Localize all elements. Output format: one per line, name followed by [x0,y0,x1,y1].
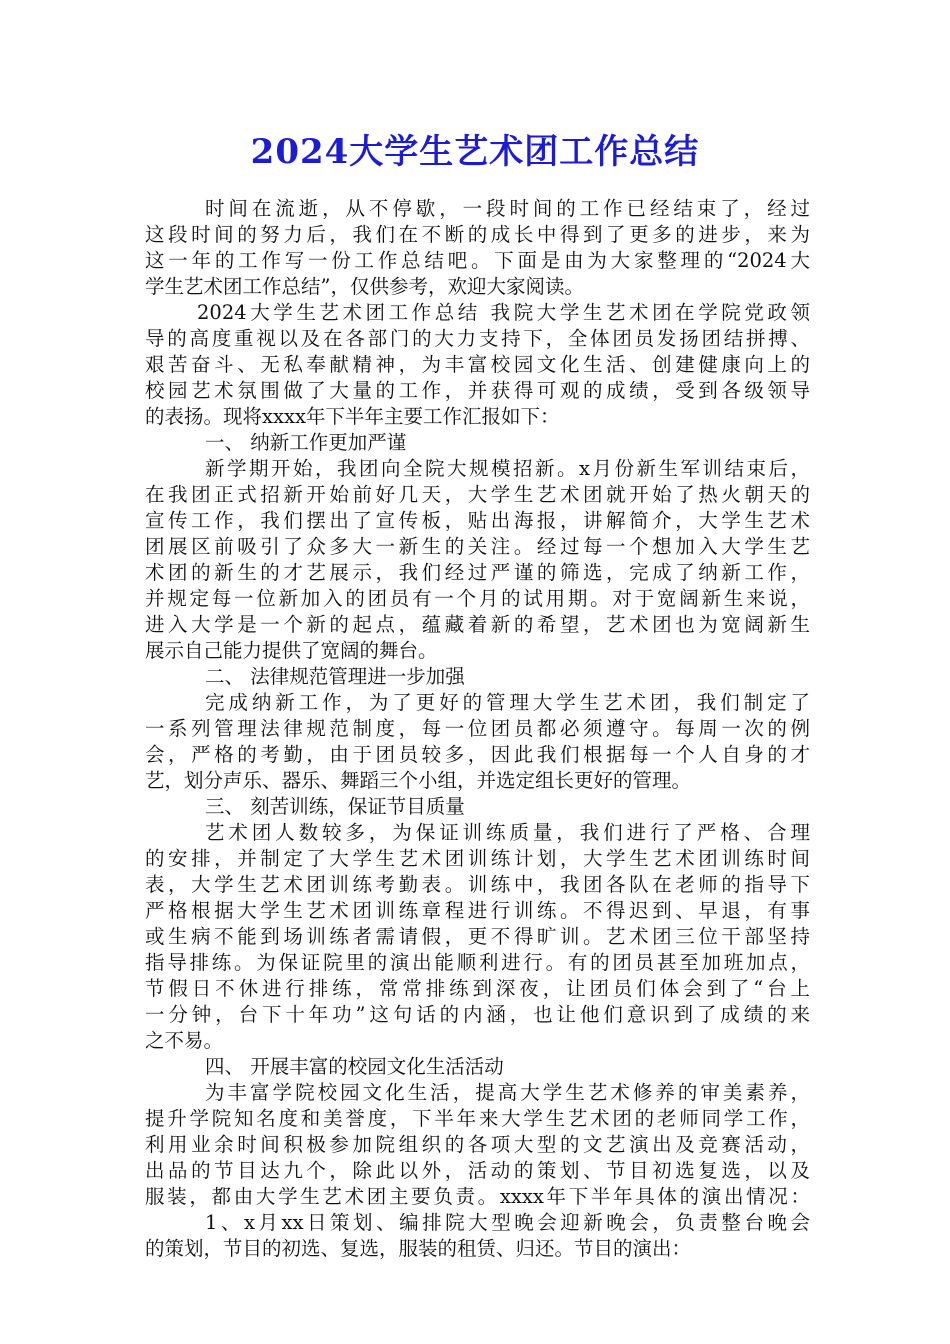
text-line: 完成纳新工作，为了更好的管理大学生艺术团，我们制定了 [205,691,810,714]
text-line: 艰苦奋斗、无私奉献精神，为丰富校园文化生活、创建健康向上的 [145,353,810,376]
text-line: 展示自己能力提供了宽阔的舞台。 [145,639,438,662]
text-line: 或生病不能到场训练者需请假，更不得旷训。艺术团三位干部坚持 [145,925,810,948]
document-body [145,196,810,1262]
text-line: 一、 纳新工作更加严谨 [205,431,407,454]
text-line: 新学期开始，我团向全院大规模招新。x月份新生军训结束后， [205,457,810,480]
text-line: 服装，都由大学生艺术团主要负责。xxxx年下半年具体的演出情况： [145,1185,810,1208]
text-line: 一系列管理法律规范制度，每一位团员都必须遵守。每周一次的例 [145,717,810,740]
text-line: 艺术团人数较多，为保证训练质量，我们进行了严格、合理 [205,821,810,844]
text-line: 严格根据大学生艺术团训练章程进行训练。不得迟到、早退，有事 [145,899,810,922]
text-line: 团展区前吸引了众多大一新生的关注。经过每一个想加入大学生艺 [145,535,810,558]
text-line: 术团的新生的才艺展示，我们经过严谨的筛选，完成了纳新工作， [145,561,810,584]
text-line: 会，严格的考勤，由于团员较多，因此我们根据每一个人自身的才 [145,743,810,766]
text-line: 节假日不休进行排练，常常排练到深夜，让团员们体会到了“台上 [145,977,810,1000]
text-line: 提升学院知名度和美誉度，下半年来大学生艺术团的老师同学工作， [145,1107,810,1130]
text-line: 二、 法律规范管理进一步加强 [205,665,465,688]
text-line: 的策划，节目的初选、复选，服装的租赁、归还。节目的演出： [145,1237,692,1260]
text-line: 四、 开展丰富的校园文化生活活动 [205,1055,504,1078]
text-line: 的表扬。现将xxxx年下半年主要工作汇报如下： [145,405,560,428]
text-line: 宣传工作，我们摆出了宣传板，贴出海报，讲解简介，大学生艺术 [145,509,810,532]
text-line: 出品的节目达九个，除此以外，活动的策划、节目初选复选，以及 [145,1159,810,1182]
text-line: 表，大学生艺术团训练考勤表。训练中，我团各队在老师的指导下 [145,873,810,896]
text-line: 三、 刻苦训练，保证节目质量 [205,795,465,818]
text-line: 并规定每一位新加入的团员有一个月的试用期。对于宽阔新生来说， [145,587,810,610]
text-line: 指导排练。为保证院里的演出能顺利进行。有的团员甚至加班加点， [145,951,810,974]
text-line: 这段时间的努力后，我们在不断的成长中得到了更多的进步，来为 [145,223,810,246]
text-line: 进入大学是一个新的起点，蕴藏着新的希望，艺术团也为宽阔新生 [145,613,810,636]
text-line: 一分钟，台下十年功”这句话的内涵，也让他们意识到了成绩的来 [145,1003,810,1026]
text-line: 导的高度重视以及在各部门的大力支持下，全体团员发扬团结拼搏、 [145,327,810,350]
text-line: 为丰富学院校园文化生活，提高大学生艺术修养的审美素养， [205,1081,810,1104]
text-line: 2024大学生艺术团工作总结 我院大学生艺术团在学院党政领 [197,301,810,324]
document-title: 2024大学生艺术团工作总结 [250,132,700,172]
text-line: 的安排，并制定了大学生艺术团训练计划，大学生艺术团训练时间 [145,847,810,870]
text-line: 时间在流逝，从不停歇，一段时间的工作已经结束了，经过 [205,197,810,220]
text-line: 之不易。 [145,1029,224,1052]
text-line: 这一年的工作写一份工作总结吧。下面是由为大家整理的“2024大 [145,249,810,272]
text-line: 1、x月xx日策划、编排院大型晚会迎新晚会，负责整台晚会 [205,1211,810,1234]
text-line: 利用业余时间积极参加院组织的各项大型的文艺演出及竞赛活动， [145,1133,810,1156]
text-line: 学生艺术团工作总结”，仅供参考，欢迎大家阅读。 [145,275,584,298]
text-line: 在我团正式招新开始前好几天，大学生艺术团就开始了热火朝天的 [145,483,810,506]
text-line: 艺，划分声乐、器乐、舞蹈三个小组，并选定组长更好的管理。 [145,769,692,792]
text-line: 校园艺术氛围做了大量的工作，并获得可观的成绩，受到各级领导 [145,379,810,402]
